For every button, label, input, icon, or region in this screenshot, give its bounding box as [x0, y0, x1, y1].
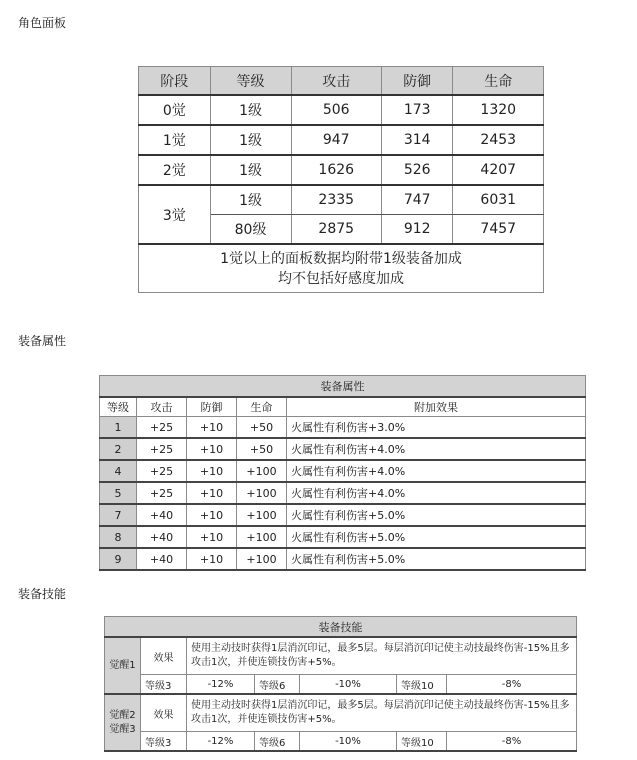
- level-cell: 8: [100, 526, 137, 548]
- hp-cell: +100: [237, 460, 287, 482]
- level-value: -8%: [447, 732, 577, 752]
- level-value: -12%: [187, 675, 255, 695]
- level-value: -10%: [300, 732, 397, 752]
- section-title-equip-attr: 装备属性: [18, 334, 67, 348]
- hp-cell: +100: [237, 482, 287, 504]
- level-cell: 4: [100, 460, 137, 482]
- hp-cell: +50: [237, 417, 287, 439]
- skill-description: 使用主动技时获得1层消沉印记，最多5层。每层消沉印记使主动技最终伤害-15%且多攻击1次，并使连锁技伤害+5%。: [187, 694, 577, 732]
- panel-note-row: [139, 244, 544, 293]
- equip-attr-table: [99, 375, 586, 571]
- atk-cell: 947: [291, 125, 381, 155]
- level-cell: 1级: [210, 125, 291, 155]
- effect-label: 效果: [141, 694, 187, 732]
- level-cell: 9: [100, 548, 137, 570]
- effect-cell: 火属性有利伤害+3.0%: [287, 417, 586, 439]
- hp-cell: +100: [237, 526, 287, 548]
- def-cell: +10: [187, 504, 237, 526]
- header-level: 等级: [100, 397, 137, 417]
- hp-cell: 4207: [453, 155, 544, 185]
- stage-cell: 3觉: [139, 185, 211, 244]
- effect-cell: 火属性有利伤害+5.0%: [287, 548, 586, 570]
- table-row: [105, 637, 577, 675]
- table-row: [139, 185, 544, 215]
- stage-cell: 0觉: [139, 95, 211, 125]
- hp-cell: 7457: [453, 215, 544, 245]
- hp-cell: 1320: [453, 95, 544, 125]
- effect-cell: 火属性有利伤害+4.0%: [287, 482, 586, 504]
- table-row: [100, 482, 586, 504]
- effect-cell: 火属性有利伤害+4.0%: [287, 438, 586, 460]
- def-cell: 173: [381, 95, 453, 125]
- level-cell: 7: [100, 504, 137, 526]
- equip-header-row: [100, 397, 586, 417]
- table-row: [100, 438, 586, 460]
- table-row: [100, 504, 586, 526]
- atk-cell: 506: [291, 95, 381, 125]
- header-atk: 攻击: [137, 397, 187, 417]
- section-title-panel: 角色面板: [18, 16, 67, 30]
- table-row: [100, 460, 586, 482]
- def-cell: +10: [187, 460, 237, 482]
- atk-cell: 2335: [291, 185, 381, 215]
- header-def: 防御: [187, 397, 237, 417]
- level-label: 等级6: [255, 675, 300, 695]
- atk-cell: +25: [137, 482, 187, 504]
- table-row: [139, 95, 544, 125]
- skill-description: 使用主动技时获得1层消沉印记，最多5层。每层消沉印记使主动技最终伤害-15%且多攻击1次，并使连锁技伤害+5%。: [187, 637, 577, 675]
- stage-cell: 2觉: [139, 155, 211, 185]
- level-cell: 1级: [210, 95, 291, 125]
- panel-note-line2: 均不包括好感度加成: [278, 270, 404, 287]
- header-effect: 附加效果: [287, 397, 586, 417]
- def-cell: +10: [187, 438, 237, 460]
- header-level: 等级: [210, 67, 291, 96]
- level-cell: 1级: [210, 155, 291, 185]
- level-cell: 2: [100, 438, 137, 460]
- hp-cell: +100: [237, 548, 287, 570]
- equip-attr-caption: 装备属性: [100, 376, 586, 398]
- level-label: 等级6: [255, 732, 300, 752]
- table-row: [105, 694, 577, 732]
- atk-cell: 1626: [291, 155, 381, 185]
- level-value: -10%: [300, 675, 397, 695]
- atk-cell: +40: [137, 504, 187, 526]
- level-cell: 1级: [210, 185, 291, 215]
- table-row: [139, 155, 544, 185]
- table-row: [139, 125, 544, 155]
- def-cell: +10: [187, 526, 237, 548]
- effect-label: 效果: [141, 637, 187, 675]
- header-def: 防御: [381, 67, 453, 96]
- hp-cell: 6031: [453, 185, 544, 215]
- def-cell: 314: [381, 125, 453, 155]
- def-cell: +10: [187, 417, 237, 439]
- stage-cell: 1觉: [139, 125, 211, 155]
- level-label: 等级3: [141, 675, 187, 695]
- hp-cell: 2453: [453, 125, 544, 155]
- effect-cell: 火属性有利伤害+4.0%: [287, 460, 586, 482]
- table-row: [100, 526, 586, 548]
- section-title-equip-skill: 装备技能: [18, 587, 67, 601]
- level-label: 等级3: [141, 732, 187, 752]
- def-cell: +10: [187, 482, 237, 504]
- header-hp: 生命: [453, 67, 544, 96]
- def-cell: 526: [381, 155, 453, 185]
- panel-note: [139, 244, 544, 293]
- def-cell: +10: [187, 548, 237, 570]
- table-row: [100, 417, 586, 439]
- level-cell: 5: [100, 482, 137, 504]
- atk-cell: +25: [137, 417, 187, 439]
- def-cell: 747: [381, 185, 453, 215]
- awake-label: 觉醒2 觉醒3: [105, 694, 141, 751]
- table-row: [100, 548, 586, 570]
- level-value: -12%: [187, 732, 255, 752]
- atk-cell: +40: [137, 548, 187, 570]
- header-stage: 阶段: [139, 67, 211, 96]
- header-hp: 生命: [237, 397, 287, 417]
- effect-cell: 火属性有利伤害+5.0%: [287, 504, 586, 526]
- hp-cell: +50: [237, 438, 287, 460]
- hp-cell: +100: [237, 504, 287, 526]
- equip-skill-caption: 装备技能: [105, 617, 577, 638]
- level-cell: 1: [100, 417, 137, 439]
- table-row: [105, 675, 577, 695]
- awake-label: 觉醒1: [105, 637, 141, 694]
- panel-note-line1: 1觉以上的面板数据均附带1级装备加成: [220, 250, 462, 267]
- table-row: [105, 732, 577, 752]
- level-label: 等级10: [397, 675, 447, 695]
- atk-cell: 2875: [291, 215, 381, 245]
- def-cell: 912: [381, 215, 453, 245]
- atk-cell: +25: [137, 438, 187, 460]
- effect-cell: 火属性有利伤害+5.0%: [287, 526, 586, 548]
- equip-skill-table: [104, 616, 577, 752]
- atk-cell: +40: [137, 526, 187, 548]
- panel-table: [138, 66, 544, 293]
- level-cell: 80级: [210, 215, 291, 245]
- atk-cell: +25: [137, 460, 187, 482]
- panel-header-row: [139, 67, 544, 96]
- level-label: 等级10: [397, 732, 447, 752]
- level-value: -8%: [447, 675, 577, 695]
- header-atk: 攻击: [291, 67, 381, 96]
